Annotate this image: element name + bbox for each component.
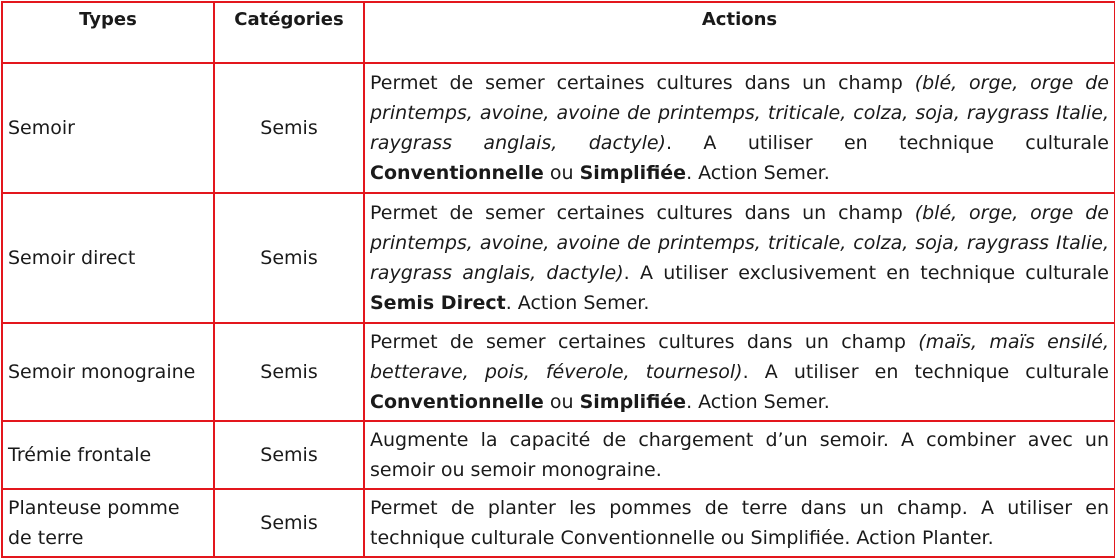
action-text: . Action Semer. [505,292,650,314]
table-row [2,489,1115,557]
table-row [2,63,1115,193]
action-cell [364,193,1115,323]
action-text: . A utiliser en technique culturale [665,132,1109,154]
header-categories: Catégories [214,2,364,63]
action-text: Permet de planter les pommes de terre dans un champ. A utiliser en technique culturale Conventionnelle ou Simplifiée. Action Planter. [370,497,1109,549]
action-text: . A utiliser en technique culturale [742,361,1109,383]
category-cell: Semis [214,421,364,489]
action-text: Permet de semer certaines cultures dans un champ [370,202,915,224]
action-crops: (maïs, maïs ensilé, betterave, pois, féverole, tournesol) [370,331,1109,383]
action-text: ou [543,162,580,184]
type-cell: Trémie frontale [2,421,214,489]
action-text: ou [543,391,580,413]
category-cell: Semis [214,323,364,421]
action-text: Permet de semer certaines cultures dans un champ [370,72,915,94]
action-crops: (blé, orge, orge de printemps, avoine, avoine de printemps, triticale, colza, soja, raygrass Italie, raygrass anglais, dactyle) [370,72,1109,154]
action-technique: Conventionnelle [370,162,544,184]
action-text: Permet de semer certaines cultures dans un champ [370,331,919,353]
category-cell: Semis [214,63,364,193]
type-cell: Semoir direct [2,193,214,323]
header-types: Types [2,2,214,63]
header-actions: Actions [364,2,1115,63]
category-cell: Semis [214,193,364,323]
action-text: . A utiliser exclusivement en technique culturale [623,262,1109,284]
category-cell: Semis [214,489,364,557]
equipment-table [1,1,1115,558]
action-text: . Action Semer. [686,391,830,413]
action-technique: Semis Direct [370,292,506,314]
action-technique: Simplifiée [579,391,687,413]
table-row [2,421,1115,489]
type-cell: Semoir [2,63,214,193]
action-cell [364,63,1115,193]
action-technique: Conventionnelle [370,391,544,413]
action-text: . Action Semer. [686,162,830,184]
type-cell: Planteuse pomme de terre [2,489,214,557]
action-cell [364,323,1115,421]
action-technique: Simplifiée [579,162,687,184]
action-crops: (blé, orge, orge de printemps, avoine, avoine de printemps, triticale, colza, soja, raygrass Italie, raygrass anglais, dactyle) [370,202,1109,284]
table-row [2,323,1115,421]
table-header-row [2,2,1115,63]
type-cell: Semoir monograine [2,323,214,421]
table-row [2,193,1115,323]
action-text: Augmente la capacité de chargement d’un semoir. A combiner avec un semoir ou semoir monograine. [370,429,1109,481]
action-cell [364,421,1115,489]
action-cell [364,489,1115,557]
